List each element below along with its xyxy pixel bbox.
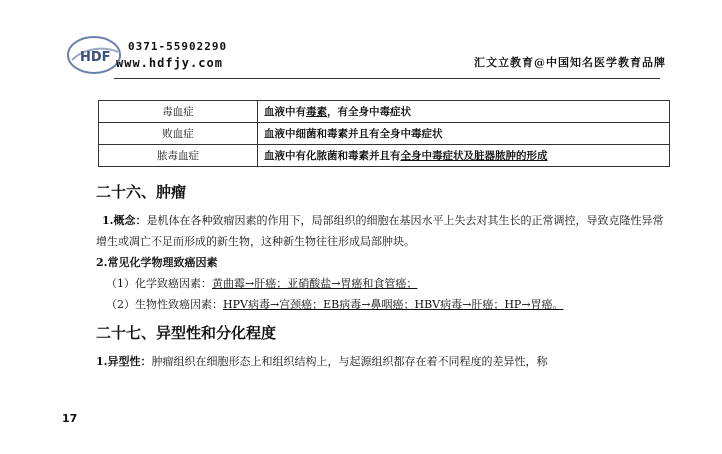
definition-label: 1.异型性： — [96, 355, 152, 368]
page-header — [66, 34, 666, 86]
list-item-text: 黄曲霉→肝癌；亚硝酸盐→胃癌和食管癌； — [212, 277, 418, 290]
svg-text:HDF: HDF — [80, 50, 111, 65]
term-cell: 败血症 — [99, 123, 258, 145]
description-underlined: 毒素 — [306, 106, 327, 118]
definition-label: 1.概念： — [102, 214, 147, 227]
description-text: 血液中有 — [264, 106, 306, 118]
list-item-label: （2）生物性致癌因素： — [106, 298, 223, 311]
section-heading: 二十七、异型性和分化程度 — [96, 324, 277, 342]
term-cell: 毒血症 — [99, 101, 258, 123]
list-item — [96, 294, 670, 315]
definition-paragraph — [96, 351, 670, 372]
website-url[interactable]: www.hdfjy.com — [116, 56, 223, 70]
main-content — [96, 180, 670, 372]
list-item — [96, 273, 670, 294]
brand-tagline: 汇文立教育@中国知名医学教育品牌 — [474, 56, 666, 69]
description-cell — [258, 101, 670, 123]
description-text: ，有全身中毒症状 — [327, 106, 411, 118]
description-text: 血液中有化脓菌和毒素并且有 — [264, 150, 401, 162]
list-item-label: （1）化学致癌因素： — [106, 277, 212, 290]
description-underlined: 全身中毒症状及脏器脓肿的形成 — [400, 150, 548, 162]
table-row — [99, 145, 670, 167]
definition-paragraph — [96, 210, 670, 252]
description-text: 血液中细菌和毒素并且有全身中毒症状 — [264, 128, 443, 140]
section-heading: 二十六、肿瘤 — [96, 183, 187, 201]
term-cell: 脓毒血症 — [99, 145, 258, 167]
list-item-text: HPV病毒→宫颈癌；EB病毒→鼻咽癌；HBV病毒→肝癌；HP→胃癌。 — [223, 298, 564, 311]
definition-text: 肿瘤组织在细胞形态上和组织结构上，与起源组织都存在着不同程度的差异性，称 — [151, 355, 548, 368]
hdfjy-logo-icon — [66, 34, 122, 76]
description-cell — [258, 145, 670, 167]
page-number: 17 — [62, 412, 78, 425]
table-row — [99, 101, 670, 123]
header-divider — [114, 78, 660, 79]
subheading: 2.常见化学物理致癌因素 — [96, 256, 218, 269]
table-row — [99, 123, 670, 145]
description-cell — [258, 123, 670, 145]
definition-text: 是机体在各种致瘤因素的作用下，局部组织的细胞在基因水平上失去对其生长的正常调控，导致克隆性异常增生或凋亡不足而形成的新生物，这种新生物往往形成局部肿块。 — [96, 214, 664, 248]
blood-disease-table — [98, 100, 670, 167]
phone-number: 0371-55902290 — [128, 40, 228, 53]
